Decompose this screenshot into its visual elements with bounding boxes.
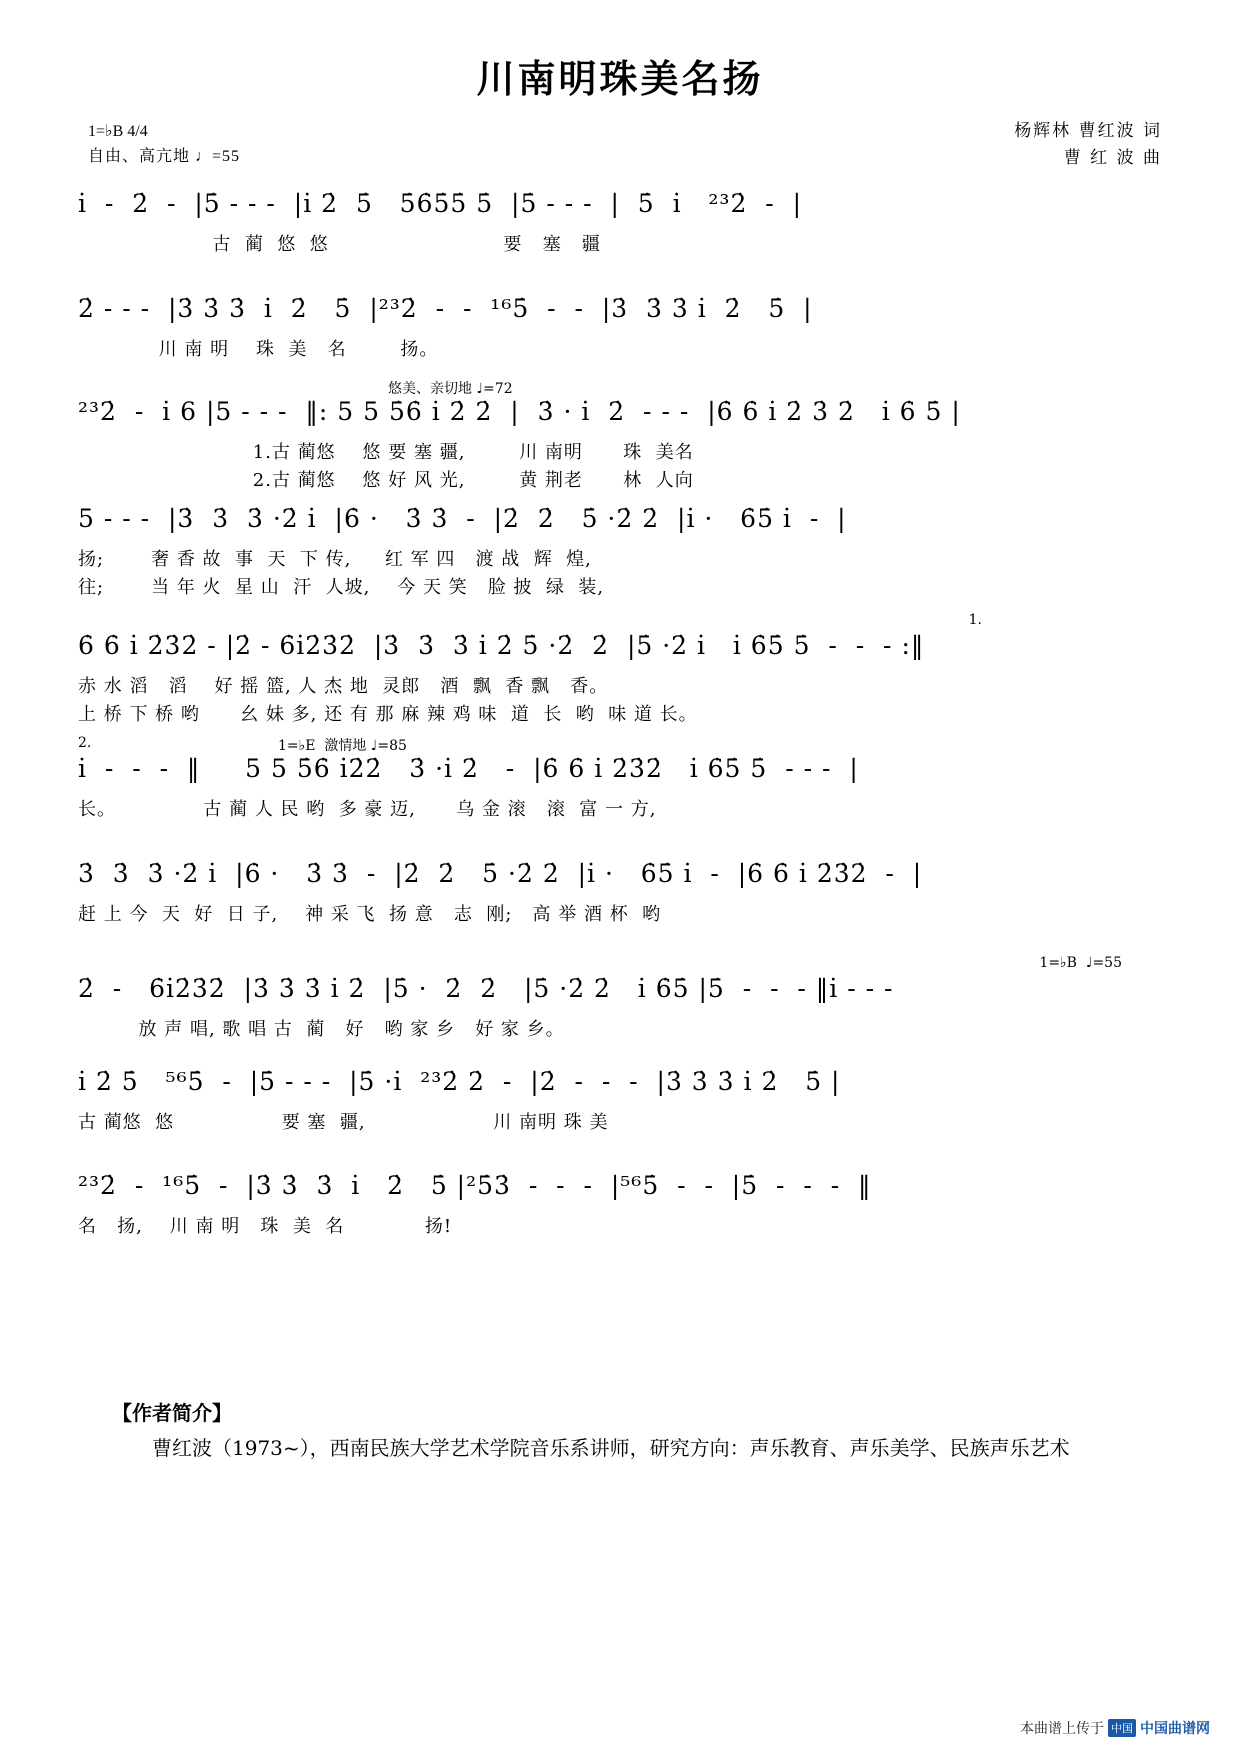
lyric-line: 放 声 唱, 歌 唱 古 蔺 好 哟 家 乡 好 家 乡。 xyxy=(78,1019,565,1040)
music-system-5 xyxy=(78,612,1162,728)
credits-composer: 曹 红 波 曲 xyxy=(1063,148,1162,169)
lyric-line-verse-2: 往; 当 年 火 星 山 汗 人坡, 今 天 笑 脸 披 绿 装, xyxy=(78,577,605,598)
credits-lyricist: 杨辉林 曹红波 词 xyxy=(1014,121,1162,141)
music-system-3 xyxy=(78,378,1162,494)
tempo-marking: 悠美、亲切地 ♩=72 xyxy=(388,381,513,397)
notation-line: 5 - - - |3̇ 3̇ 3̇ ·2̇ i̇ |6̇ · 3̇ 3̇ - |2̇ 2̇ 5̇ ·2̇ 2̇ |i̇ · 6̇5̇ i̇ - | xyxy=(78,504,847,533)
music-system-7 xyxy=(78,860,1162,928)
lyric-line: 川 南 明 珠 美 名 扬。 xyxy=(78,339,439,360)
lyric-line: 长。 古 蔺 人 民 哟 多 豪 迈, 乌 金 滚 滚 富 一 方, xyxy=(78,799,657,820)
site-credit-prefix: 本曲谱上传于 xyxy=(1020,1721,1104,1737)
notation-line: ²³2̇ - ¹⁶5̇ - |3̇ 3̇ 3̇ i̇ 2̇ 5̇ |²5̇3̇ - - - |⁵⁶5̇ - - |5̇ - - - ‖ xyxy=(78,1171,872,1200)
music-system-1 xyxy=(78,190,1162,258)
music-system-6 xyxy=(78,735,1162,823)
credits-block xyxy=(1014,118,1162,172)
notation-line: i̇ 2̇ 5̇ ⁵⁶5̇ - |5̇ - - - |5̇ ·i̇ ²³2̇ 2̇ - |2̇ - - - |3̇ 3̇ 3̇ i̇ 2̇ 5̇ | xyxy=(78,1067,841,1096)
bio-heading: 【作者简介】 xyxy=(112,1401,232,1425)
second-ending-label: 2. xyxy=(78,735,92,751)
site-credit xyxy=(1020,1718,1210,1738)
tempo-expression: 自由、高亢地 ♩=55 xyxy=(88,147,241,165)
site-logo-icon: 中国 xyxy=(1108,1719,1136,1737)
notation-line: 3̇ 3̇ 3̇ ·2̇ i̇ |6̇ · 3̇ 3̇ - |2̇ 2̇ 5̇ ·2̇ 2̇ |i̇ · 6̇5̇ i̇ - |6̇ 6̇ i̇ 2̇3̇2̇ - | xyxy=(78,859,923,888)
notation-line: i̇ - 2̇ - |5̇ - - - |i̇ 2̇ 5̇ 5̇6̇5̇5̇ 5̇ |5̇ - - - | 5̇ i̇ ²³2̇ - | xyxy=(78,189,803,218)
notation-line: i̇ - - - ‖ 5 5 5̇6̇ i̇2̇2̇ 3̇ ·i̇ 2̇ - |6̇ 6̇ i̇ 2̇3̇2̇ i̇ 6̇5̇ 5̇ - - - | xyxy=(78,754,859,783)
bio-text: 曹红波（1973~），西南民族大学艺术学院音乐系讲师，研究方向：声乐教育、声乐美学、民族声乐艺术 xyxy=(152,1436,1070,1460)
music-system-10 xyxy=(78,1172,1162,1240)
page-title: 川南明珠美名扬 xyxy=(476,56,764,101)
music-system-9 xyxy=(78,1068,1162,1136)
tempo-marking: 1=♭E 激情地 ♩=85 xyxy=(278,738,407,754)
music-system-2 xyxy=(78,295,1162,363)
key-signature: 1=♭B 4/4 xyxy=(88,123,148,140)
author-bio xyxy=(112,1396,1162,1466)
notation-line: 6̇ 6̇ i̇ 2̇3̇2̇ - |2̇ - 6̇i̇2̇3̇2̇ |3̇ 3̇ 3̇ i̇ 2̇ 5̇ ·2̇ 2̇ |5̇ ·2̇ i̇ i̇ 6̇5̇ 5̇ - - - :‖ xyxy=(78,631,925,660)
lyric-line: 赶 上 今 天 好 日 子, 神 采 飞 扬 意 志 刚; 高 举 酒 杯 哟 xyxy=(78,904,662,925)
lyric-line-verse-2: 2.古 蔺悠 悠 好 风 光, 黄 荆老 林 人向 xyxy=(78,470,694,491)
lyric-line-verse-1: 赤 水 滔 滔 好 摇 篮, 人 杰 地 灵郎 酒 飘 香 飘 香。 xyxy=(78,676,609,697)
music-system-4 xyxy=(78,505,1162,601)
notation-line: 2̇ - - - |3̇ 3̇ 3̇ i̇ 2̇ 5̇ |²³2̇ - - ¹⁶5̇ - - |3̇ 3̇ 3̇ i̇ 2̇ 5̇ | xyxy=(78,294,813,323)
notation-line: 2̇ - 6̇i̇2̇3̇2̇ |3̇ 3̇ 3̇ i̇ 2̇ |5̇ · 2̇ 2̇ |5̇ ·2̇ 2̇ i̇ 6̇5̇ |5̇ - - - ‖i̇ - - - xyxy=(78,974,894,1003)
site-name-link[interactable]: 中国曲谱网 xyxy=(1140,1721,1210,1737)
lyric-line-verse-2: 上 桥 下 桥 哟 幺 妹 多, 还 有 那 麻 辣 鸡 味 道 长 哟 味 道 长。 xyxy=(78,704,698,725)
music-system-8 xyxy=(78,955,1162,1043)
first-ending-label: 1. xyxy=(968,612,982,628)
key-signature-block xyxy=(88,120,240,170)
tempo-marking: 1=♭B ♩=55 xyxy=(1039,955,1122,971)
lyric-line: 古 蔺 悠 悠 要 塞 疆 xyxy=(78,234,601,255)
notation-line: ²³2̇ - i̇ 6 |5 - - - ‖: 5 5 5̇6̇ i̇ 2̇ 2̇ | 3̇ · i̇ 2̇ - - - |6̇ 6̇ i̇ 2̇ 3̇ 2̇ i̇ 6̇ 5̇ | xyxy=(78,397,961,426)
lyric-line-verse-1: 扬; 奢 香 故 事 天 下 传, 红 军 四 渡 战 辉 煌, xyxy=(78,549,592,570)
lyric-line: 古 蔺悠 悠 要 塞 疆, 川 南明 珠 美 xyxy=(78,1112,609,1133)
lyric-line-verse-1: 1.古 蔺悠 悠 要 塞 疆, 川 南明 珠 美名 xyxy=(78,442,694,463)
lyric-line: 名 扬, 川 南 明 珠 美 名 扬! xyxy=(78,1216,453,1237)
